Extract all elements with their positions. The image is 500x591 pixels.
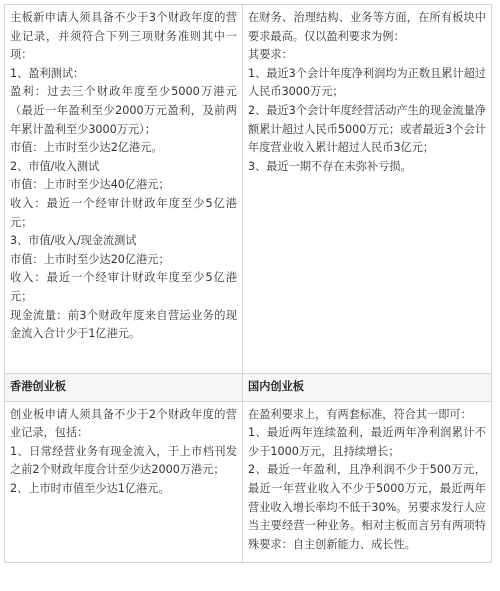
paragraph: 1、日常经营业务有现金流入，于上市档刊发之前2个财政年度合计至少达2000万港元； (10, 444, 237, 477)
paragraph: 在盈利要求上，有两套标准，符合其一即可： (248, 407, 472, 421)
paragraph: 收入：最近一个经审计财政年度至少5亿港元； (10, 271, 237, 303)
hk-gem-header: 香港创业板 (5, 374, 243, 402)
hk-gem-requirements-cell (5, 401, 243, 562)
hk-main-board-requirements-cell (5, 5, 243, 374)
paragraph: 市值：上市时至少达2亿港元。 (10, 141, 163, 155)
domestic-gem-requirements-cell (243, 401, 492, 562)
listing-requirements-table (4, 4, 492, 563)
paragraph: 1、盈利测试： (10, 66, 85, 80)
paragraph: 2、上市时市值至少达1亿港元。 (10, 481, 170, 495)
paragraph: 市值：上市时至少达20亿港元； (10, 252, 170, 266)
paragraph: 主板新申请人须具备不少于3个财政年度的营业记录，并须符合下列三项财务准则其中一项： (10, 11, 237, 62)
paragraph: 收入：最近一个经审计财政年度至少5亿港元； (10, 196, 237, 229)
paragraph: 盈利：过去三个财政年度至少5000万港元（最近一年盈利至少2000万元盈利，及前两年累计盈利至少3000万元）； (10, 85, 237, 136)
paragraph: 2、市值/收入测试 (10, 159, 100, 173)
table-header-row (5, 374, 492, 402)
paragraph: 2、最近一年盈利，且净利润不少于500万元，最近一年营业收入不少于5000万元，最近两年营业收入增长率均不低于30%。另要求发行人应当主要经营一种业务。相对主板而言另有两项特殊要求：自主创新能力、成长性。 (248, 463, 486, 551)
paragraph: 在财务、治理结构、业务等方面，在所有板块中要求最高。仅以盈利要求为例： (248, 11, 486, 43)
paragraph: 其要求： (248, 48, 293, 62)
domestic-main-board-requirements-cell (243, 5, 492, 374)
paragraph: 2、最近3个会计年度经营活动产生的现金流量净额累计超过人民币5000万元；或者最近3个会计年度营业收入累计超过人民币3亿元； (248, 103, 486, 155)
paragraph: 1、最近3个会计年度净利润均为正数且累计超过人民币3000万元； (248, 66, 486, 99)
paragraph: 创业板申请人须具备不少于2个财政年度的营业记录，包括： (10, 407, 237, 440)
table-row (5, 401, 492, 562)
paragraph: 现金流量：前3个财政年度来自营运业务的现金流入合计少于1亿港元。 (10, 308, 237, 341)
paragraph: 3、最近一期不存在未弥补亏损。 (248, 159, 412, 173)
paragraph: 市值：上市时至少达40亿港元； (10, 178, 170, 192)
table-row (5, 5, 492, 374)
paragraph: 1、最近两年连续盈利，最近两年净利润累计不少于1000万元，且持续增长； (248, 426, 486, 458)
paragraph: 3、市值/收入/现金流测试 (10, 234, 137, 248)
domestic-gem-header: 国内创业板 (243, 374, 492, 402)
